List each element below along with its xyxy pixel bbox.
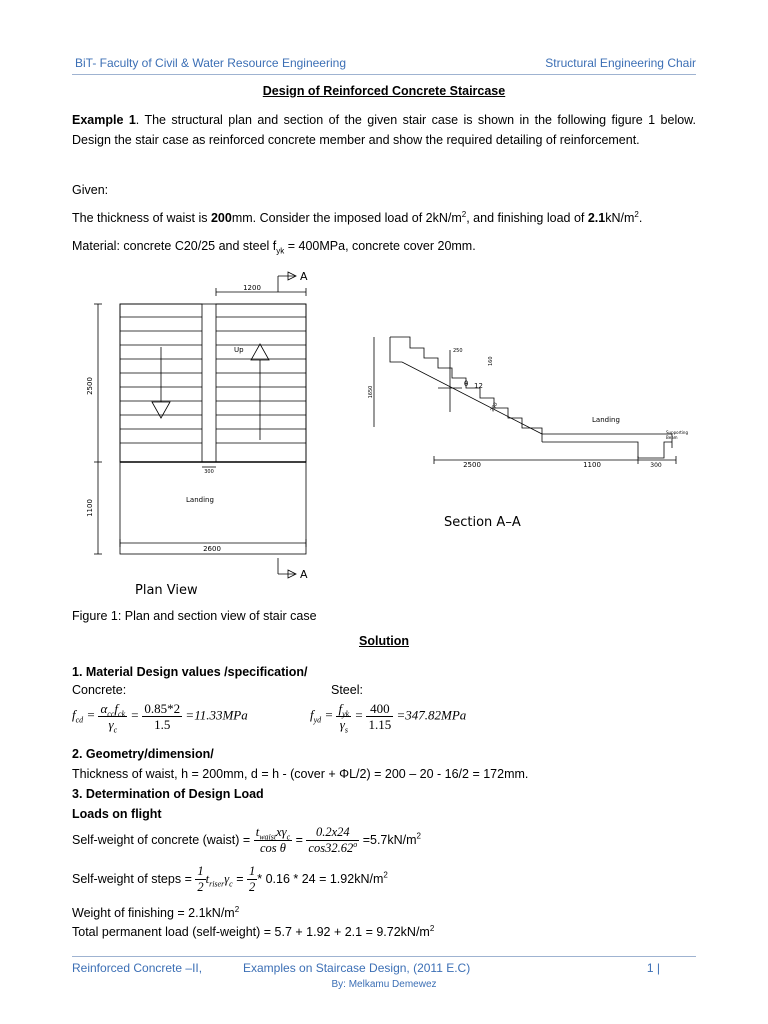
plan-treads: [120, 317, 306, 443]
plan-view-title: Plan View: [135, 583, 198, 598]
fcd-denominator: 1.5: [154, 717, 171, 732]
section-title: Section A–A: [444, 515, 521, 530]
section-steps: [390, 337, 672, 448]
marker-a-top: A: [300, 270, 308, 283]
waist-mid2: , and finishing load of: [466, 211, 588, 225]
given-waist-line: The thickness of waist is 200mm. Consider the imposed load of $2kN/m^2$, and finishing load of $2.1kN/m^2$.: [72, 209, 643, 225]
footer-divider: [72, 956, 696, 957]
finishing-value: = 2.1kN/m: [177, 906, 235, 920]
waist-200-label: 200: [489, 401, 500, 413]
total-load-line: Total permanent load (self-weight) = $5.7 + 1.92 + 2.1 = 9.72kN/m^2$: [72, 923, 435, 939]
steel-label: Steel:: [331, 683, 363, 697]
header-divider: [72, 74, 696, 75]
staircase-figure: [72, 262, 696, 602]
geometry-text: Thickness of waist, h = 200mm, d = h - (cover + ΦL/2) = 200 – 20 - 16/2 = 172mm.: [72, 767, 529, 781]
example-text: . The structural plan and section of the given stair case is shown in the following figure 1 below. Design the stair case as reinforced concrete member and show the required detailing of reinforcement.: [72, 113, 696, 147]
footer-left: Reinforced Concrete –II,: [72, 961, 203, 975]
material-suffix: = 400MPa, concrete cover 20mm.: [284, 239, 476, 253]
finish-value: 2.1: [587, 211, 606, 225]
fcd-formula: $f_{cd}$ = $\frac{\alpha_{cc}f_{ck}}{\gamma_c}$ = $\frac{0.85*2}{1.5}$ =11.33MPa: [72, 701, 248, 735]
supporting-label: Supporting: [666, 430, 688, 435]
section-1-title: 1. Material Design values /specification/: [72, 665, 308, 679]
down-arrow-head: [152, 402, 170, 418]
dim-2600-label: 2600: [203, 545, 221, 553]
footer-author: By: Melkamu Demewez: [331, 979, 437, 990]
solution-heading: Solution: [359, 634, 409, 648]
section-3-title: 3. Determination of Design Load: [72, 787, 264, 801]
waist-prefix: The thickness of waist is: [72, 211, 211, 225]
section-landing-beam: [542, 442, 672, 458]
total-load-text: Total permanent load (self-weight) = 5.7 + 1.92 + 2.1 = 9.72kN/m: [72, 925, 430, 939]
theta-label: θ: [464, 380, 469, 388]
fyd-formula: $f_{yd}$ = $\frac{f_{yk}}{\gamma_s}$ = $\frac{400}{1.15}$ =347.82MPa: [310, 701, 467, 735]
finishing-label: Weight of finishing: [72, 906, 174, 920]
waist-mid: mm. Consider the imposed load of 2kN/m: [231, 211, 462, 225]
finish-unit: kN/m: [605, 211, 635, 225]
waist-value: 200: [210, 211, 232, 225]
dim-1100-label: 1100: [86, 499, 94, 517]
section-view: [374, 337, 676, 464]
dim-2500-label: 2500: [86, 377, 94, 395]
dim-1200-label: 1200: [243, 284, 261, 292]
plan-landing-label: Landing: [186, 496, 214, 504]
angle-12-label: 12: [474, 382, 483, 390]
self-concrete-label: Self-weight of concrete (waist): [72, 832, 240, 847]
self-steps-mid: * 0.16 * 24 = 1.92kN/m: [257, 871, 384, 886]
self-concrete-den: cos32.62: [308, 841, 354, 855]
given-label: Given:: [72, 183, 109, 197]
marker-a-bottom: A: [300, 568, 308, 581]
header-right: Structural Engineering Chair: [545, 56, 696, 70]
riser-label: 160: [488, 356, 494, 366]
fyd-numerator: 400: [366, 701, 393, 717]
section-dim-300: 300: [650, 462, 662, 469]
self-concrete-num: 0.2x24: [306, 825, 359, 841]
up-label: Up: [234, 346, 244, 354]
page-number: 1 |: [646, 961, 660, 975]
loads-on-flight-title: Loads on flight: [72, 807, 162, 821]
figure-caption: Figure 1: Plan and section view of stair case: [72, 609, 317, 623]
plan-view: [94, 272, 306, 578]
section-2-title: 2. Geometry/dimension/: [72, 747, 214, 761]
page-title: Design of Reinforced Concrete Staircase: [262, 84, 506, 98]
header-left: BiT- Faculty of Civil & Water Resource Engineering: [75, 56, 346, 70]
material-prefix: Material: concrete C20/25 and steel f: [72, 239, 277, 253]
fcd-result: =11.33MPa: [185, 707, 248, 723]
material-sub: yk: [276, 246, 285, 256]
example-label: Example 1: [72, 113, 136, 127]
section-landing-label: Landing: [592, 416, 620, 424]
dim-300-label: 300: [204, 469, 214, 475]
self-weight-steps-line: Self-weight of steps = $\frac{1}{2}$ $t_{riser}\gamma_c$ = $\frac{1}{2}$ * $0.16 * 24 = 1.92kN/m^2$: [72, 864, 388, 894]
self-steps-label: Self-weight of steps: [72, 871, 182, 886]
section-dim-2500: 2500: [463, 461, 481, 469]
right-flight: [216, 304, 306, 462]
tread-label: 250: [453, 348, 463, 354]
self-concrete-result: =5.7kN/m: [362, 832, 417, 847]
section-dim-1650: 1650: [368, 385, 374, 399]
finishing-line: Weight of finishing = $2.1kN/m^2$: [72, 904, 240, 920]
beam-label: Beam: [666, 435, 678, 440]
example-paragraph: [72, 110, 696, 150]
fyd-result: =347.82MPa: [396, 707, 467, 723]
fcd-numerator: 0.85*2: [144, 701, 181, 716]
up-arrow-head: [251, 344, 269, 360]
section-dim-1100: 1100: [583, 461, 601, 469]
fyd-denominator: 1.15: [368, 717, 392, 732]
footer-center: Examples on Staircase Design, (2011 E.C): [243, 961, 471, 975]
given-material-line: [72, 236, 476, 256]
concrete-label: Concrete:: [72, 683, 127, 697]
self-weight-concrete-line: Self-weight of concrete (waist) = $\frac{t_{waist}x\gamma_c}{\text{cos θ}}$ = $\frac{0.2x24}{\cos 32.62^o}$ $=5.7kN/m^2$: [72, 825, 421, 855]
